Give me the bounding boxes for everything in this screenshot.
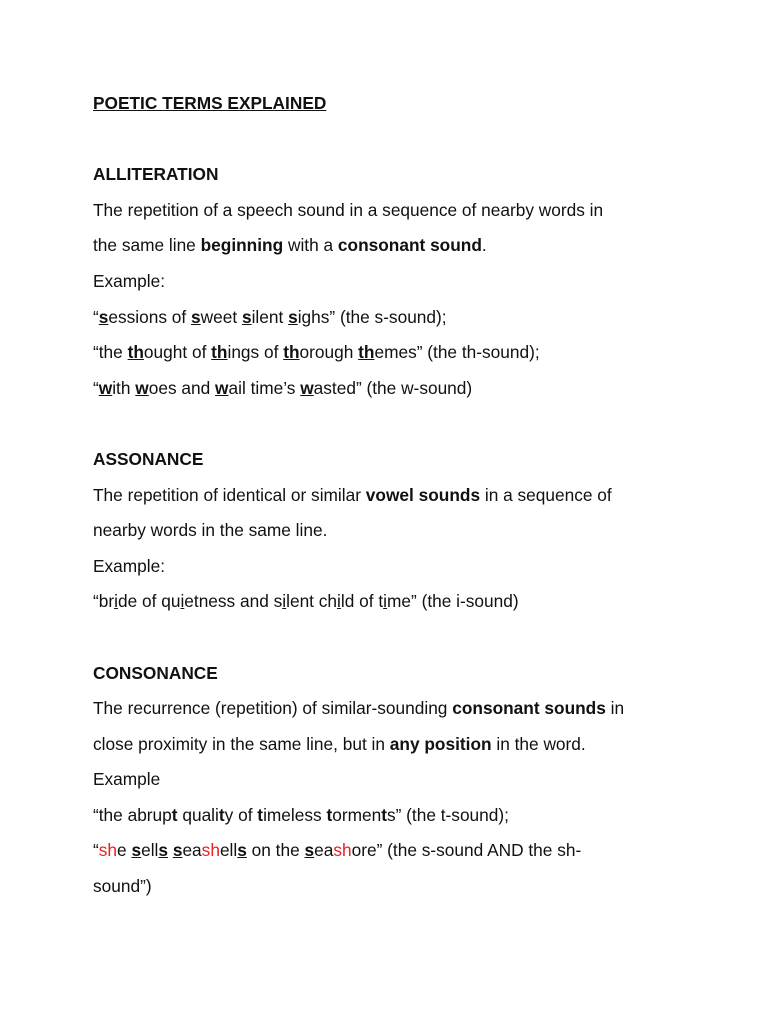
text-run: ormen <box>332 804 382 825</box>
example-line <box>93 869 693 905</box>
emphasis-run: w <box>215 377 229 398</box>
example-label: Example <box>93 769 161 790</box>
definition-line <box>93 513 693 549</box>
spacer <box>93 122 693 158</box>
emphasis-run: s <box>158 840 168 861</box>
text-run: on the <box>246 840 305 861</box>
text-run: nearby words in the same line. <box>93 520 328 541</box>
text-run: close proximity in the same line, but in <box>93 733 390 754</box>
text-run: in <box>605 698 625 719</box>
emphasis-run: w <box>135 377 149 398</box>
section-consonance <box>93 656 693 905</box>
text-run: asted” (the w-sound) <box>313 377 473 398</box>
text-run: ea <box>314 840 334 861</box>
text-run: ought of <box>143 342 212 363</box>
emphasis-run: consonant sounds <box>452 698 606 719</box>
example-line <box>93 798 693 834</box>
text-run: “br <box>93 591 115 612</box>
text-run: ell <box>219 840 238 861</box>
section-alliteration <box>93 157 693 406</box>
spacer <box>93 406 693 442</box>
text-run: sound”) <box>93 876 152 897</box>
emphasis-run: t <box>171 804 178 825</box>
definition-line <box>93 228 693 264</box>
emphasis-run: w <box>300 377 314 398</box>
definition-line <box>93 478 693 514</box>
text-run: oes and <box>148 377 216 398</box>
text-run: ore” (the s-sound AND the sh- <box>351 840 582 861</box>
emphasis-run: t <box>381 804 387 825</box>
emphasis-run: s <box>191 306 201 327</box>
text-run: ighs” (the s-sound); <box>297 306 447 327</box>
emphasis-run: th <box>283 342 300 363</box>
emphasis-run: s <box>172 840 183 861</box>
emphasis-run: sh <box>201 840 220 861</box>
text-run: “ <box>93 840 99 861</box>
text-run: lent ch <box>286 591 338 612</box>
text-run: The repetition of identical or similar <box>93 484 366 505</box>
example-label: Example: <box>93 555 166 576</box>
example-label: Example: <box>93 270 166 291</box>
emphasis-run: s <box>237 840 247 861</box>
document-title: POETIC TERMS EXPLAINED <box>93 93 327 113</box>
section-heading: CONSONANCE <box>93 662 218 683</box>
text-run: The repetition of a speech sound in a sequence of nearby words in <box>93 199 604 220</box>
emphasis-run: beginning <box>200 235 284 256</box>
emphasis-run: t <box>257 804 264 825</box>
text-run: ell <box>141 840 159 861</box>
example-line <box>93 335 693 371</box>
text-run: ea <box>182 840 202 861</box>
text-run: ith <box>112 377 136 398</box>
text-run: ings of <box>227 342 284 363</box>
text-run: y of <box>224 804 258 825</box>
emphasis-run: any position <box>389 733 492 754</box>
definition-line <box>93 193 693 229</box>
emphasis-run: consonant sound <box>337 235 482 256</box>
text-run: quali <box>177 804 219 825</box>
emphasis-run: t <box>326 804 333 825</box>
example-line <box>93 300 693 336</box>
emphasis-run: i <box>337 591 341 612</box>
text-run: in a sequence of <box>480 484 612 505</box>
text-run: emes” (the th-sound); <box>374 342 540 363</box>
text-run: “the <box>93 342 128 363</box>
emphasis-run: i <box>383 591 388 612</box>
spacer <box>93 620 693 656</box>
emphasis-run: th <box>127 342 144 363</box>
text-run: imeless <box>263 804 327 825</box>
text-run: . <box>481 235 487 256</box>
section-heading: ALLITERATION <box>93 164 219 185</box>
sections <box>93 157 693 904</box>
emphasis-run: sh <box>98 840 118 861</box>
emphasis-run: vowel sounds <box>365 484 481 505</box>
example-line <box>93 584 693 620</box>
emphasis-run: i <box>180 591 185 612</box>
text-run: the same line <box>93 235 201 256</box>
emphasis-run: s <box>98 306 109 327</box>
definition-line <box>93 727 693 763</box>
definition-line <box>93 691 693 727</box>
section-assonance <box>93 442 693 620</box>
emphasis-run: w <box>98 377 113 398</box>
emphasis-run: i <box>282 591 287 612</box>
emphasis-run: s <box>304 840 315 861</box>
text-run: orough <box>299 342 359 363</box>
text-run: weet <box>200 306 242 327</box>
emphasis-run: i <box>114 591 118 612</box>
emphasis-run: s <box>288 306 298 327</box>
example-line <box>93 371 693 407</box>
emphasis-run: th <box>211 342 228 363</box>
text-run: The recurrence (repetition) of similar-sounding <box>93 698 453 719</box>
text-run: with a <box>283 235 338 256</box>
document-body <box>93 86 693 905</box>
text-run: “ <box>93 306 99 327</box>
text-run: e <box>117 840 132 861</box>
emphasis-run: t <box>218 804 225 825</box>
text-run: de of qu <box>117 591 181 612</box>
emphasis-run: th <box>358 342 375 363</box>
text-run: s” (the t-sound); <box>386 804 509 825</box>
text-run: in the word. <box>491 733 586 754</box>
text-run: etness and s <box>184 591 283 612</box>
text-run: ld of t <box>340 591 384 612</box>
example-line <box>93 833 693 869</box>
emphasis-run: sh <box>333 840 352 861</box>
text-run: essions of <box>108 306 191 327</box>
text-run: ail time’s <box>228 377 301 398</box>
emphasis-run: s <box>131 840 142 861</box>
text-run: ilent <box>251 306 289 327</box>
emphasis-run: s <box>241 306 252 327</box>
section-heading: ASSONANCE <box>93 448 204 469</box>
text-run: “the abrup <box>93 804 172 825</box>
text-run: me” (the i-sound) <box>387 591 519 612</box>
text-run: “ <box>93 377 99 398</box>
